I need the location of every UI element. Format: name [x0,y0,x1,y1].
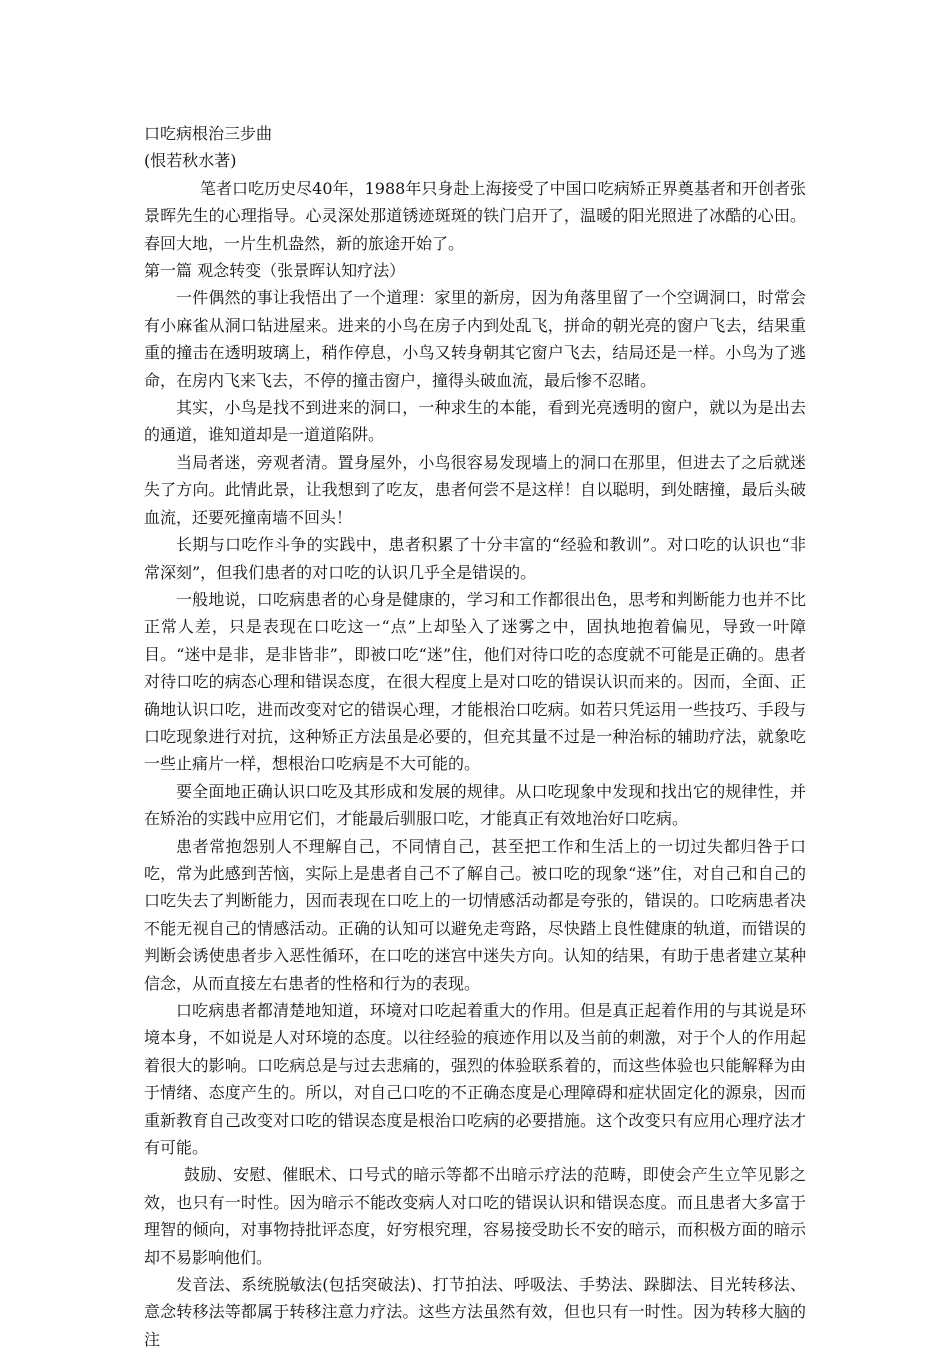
document-page [144,120,806,1353]
body-paragraph-2: 其实，小鸟是找不到进来的洞口，一种求生的本能，看到光亮透明的窗户，就以为是出去的通道，谁知道却是一道道陷阱。 [144,398,806,445]
section-heading: 第一篇 观念转变（张景晖认知疗法） [144,261,406,281]
document-author: (恨若秋水著) [144,151,237,171]
body-paragraph-8: 口吃病患者都清楚地知道，环境对口吃起着重大的作用。但是真正起着作用的与其说是环境本身，不如说是人对环境的态度。以往经验的痕迹作用以及当前的刺激，对于个人的作用起着很大的影响。口吃病总是与过去悲痛的，强烈的体验联系着的，而这些体验也只能解释为由于情绪、态度产生的。所以，对自己口吃的不正确态度是心理障碍和症状固定化的源泉，因而重新教育自己改变对口吃的错误态度是根治口吃病的必要措施。这个改变只有应用心理疗法才有可能。 [144,1001,806,1158]
body-paragraph-5: 一般地说，口吃病患者的心身是健康的，学习和工作都很出色，思考和判断能力也并不比正常人差，只是表现在口吃这一“点”上却坠入了迷雾之中，固执地抱着偏见，导致一叶障目。“迷中是非，是非皆非”，即被口吃“迷”住，他们对待口吃的态度就不可能是正确的。患者对待口吃的病态心理和错误态度，在很大程度上是对口吃的错误认识而来的。因而，全面、正确地认识口吃，进而改变对它的错误心理，才能根治口吃病。如若只凭运用一些技巧、手段与口吃现象进行对抗，这种矫正方法虽是必要的，但充其量不过是一种治标的辅助疗法，就象吃一些止痛片一样，想根治口吃病是不大可能的。 [144,589,806,774]
document-title: 口吃病根治三步曲 [144,124,273,143]
body-paragraph-10: 发音法、系统脱敏法(包括突破法)、打节拍法、呼吸法、手势法、跺脚法、目光转移法、意念转移法等都属于转移注意力疗法。这些方法虽然有效，但也只有一时性。因为转移大脑的注 [144,1275,806,1349]
body-paragraph-6: 要全面地正确认识口吃及其形成和发展的规律。从口吃现象中发现和找出它的规律性，并在矫治的实践中应用它们，才能最后驯服口吃，才能真正有效地治好口吃病。 [144,781,806,829]
intro-paragraph: 笔者口吃历史尽40年，1988年只身赴上海接受了中国口吃病矫正界奠基者和开创者张景晖先生的心理指导。心灵深处那道锈迹斑斑的铁门启开了，温暖的阳光照进了冰酷的心田。春回大地，一片生机盎然，新的旅途开始了。 [144,178,806,253]
body-paragraph-9: 鼓励、安慰、催眠术、口号式的暗示等都不出暗示疗法的范畴，即使会产生立竿见影之效，也只有一时性。因为暗示不能改变病人对口吃的错误认识和错误态度。而且患者大多富于理智的倾向，对事物持批评态度，好穷根究理，容易接受助长不安的暗示，而积极方面的暗示却不易影响他们。 [144,1165,806,1267]
body-paragraph-7: 患者常抱怨别人不理解自己，不同情自己，甚至把工作和生活上的一切过失都归咎于口吃，常为此感到苦恼，实际上是患者自己不了解自己。被口吃的现象“迷”住，对自己和自己的口吃失去了判断能力，因而表现在口吃上的一切情感活动都是夸张的，错误的。口吃病患者决不能无视自己的情感活动。正确的认知可以避免走弯路，尽快踏上良性健康的轨道，而错误的判断会诱使患者步入恶性循环，在口吃的迷宫中迷失方向。认知的结果，有助于患者建立某种信念，从而直接左右患者的性格和行为的表现。 [144,836,806,993]
body-paragraph-3: 当局者迷，旁观者清。置身屋外，小鸟很容易发现墙上的洞口在那里，但进去了之后就迷失了方向。此情此景，让我想到了吃友，患者何尝不是这样！自以聪明，到处瞎撞，最后头破血流，还要死撞南墙不回头！ [144,452,806,527]
body-paragraph-1: 一件偶然的事让我悟出了一个道理：家里的新房，因为角落里留了一个空调洞口，时常会有小麻雀从洞口钻进屋来。进来的小鸟在房子内到处乱飞，拼命的朝光亮的窗户飞去，结果重重的撞击在透明玻璃上，稍作停息，小鸟又转身朝其它窗户飞去，结局还是一样。小鸟为了逃命，在房内飞来飞去，不停的撞击窗户，撞得头破血流，最后惨不忍睹。 [144,288,806,390]
body-paragraph-4: 长期与口吃作斗争的实践中，患者积累了十分丰富的“经验和教训”。对口吃的认识也“非常深刻”，但我们患者的对口吃的认识几乎全是错误的。 [144,535,806,582]
